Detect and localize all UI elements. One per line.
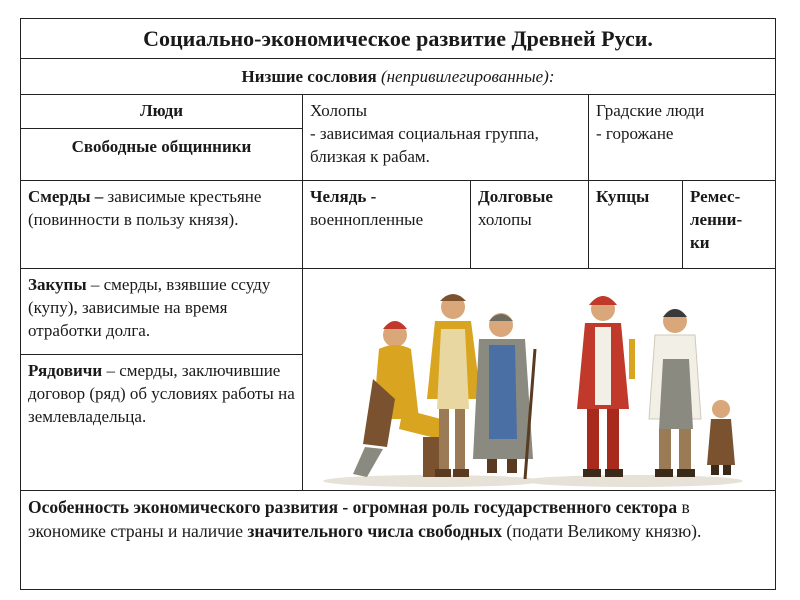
footer-part1: Особенность экономического развития - огромная роль государственного сектора [28,497,678,517]
gradskie-desc: - горожане [596,124,674,143]
ryadovichi-desc: – смерды, заключившие договор (ряд) об условиях работы на землевладельца. [28,361,295,426]
table-title [21,19,775,59]
chelyad-term: Челядь - [310,187,377,206]
zakupy-desc: – смерды, взявшие ссуду (купу), зависимые на время отработки долга. [28,275,271,340]
remeslenniki-line2: ленни- [690,210,743,229]
smerdy-desc: зависимые крестьяне (повинности в пользу князя). [28,187,262,229]
figure-child [707,400,735,475]
chelyad-cell [303,181,471,269]
dolgovye-desc: холопы [478,210,532,229]
kholopy-cell [303,95,589,181]
title-text: Социально-экономическое развитие Древней Руси. [143,26,653,51]
subtitle-italic: (непривилегированные): [380,67,555,86]
medieval-people-illustration [303,269,775,491]
ryadovichi-cell [21,355,303,491]
zakupy-term: Закупы [28,275,87,294]
figure-man-gray-cloak [473,313,535,479]
table-subtitle [21,59,775,95]
kuptsy-term: Купцы [596,187,650,206]
remeslenniki-line1: Ремес- [690,187,741,206]
footer-part2: в экономике страны и наличие [28,497,690,541]
illustration-cell [303,269,775,491]
zakupy-cell [21,269,303,355]
remeslenniki-line3: ки [690,233,710,252]
people-header: Люди [139,101,184,120]
main-table [20,18,776,590]
gradskie-heading: Градские люди [596,101,705,120]
footer-cell [21,491,775,589]
remeslenniki-cell [683,181,775,269]
kholopy-heading: Холопы [310,101,367,120]
free-community-heading: Свободные общинники [71,137,252,156]
free-community-cell [21,129,303,181]
kholopy-desc: - зависимая социальная группа, близкая к рабам. [310,124,539,166]
gradskie-cell [589,95,775,181]
footer-part3: значительного числа свободных [247,521,503,541]
dolgovye-term: Долговые [478,187,553,206]
smerdy-cell [21,181,303,269]
subtitle-bold: Низшие сословия [241,67,377,86]
footer-part4: (подати Великому князю). [502,521,702,541]
figure-man-white-apron [649,309,701,477]
ryadovichi-term: Рядовичи [28,361,103,380]
smerdy-term: Смерды – [28,187,104,206]
people-header-cell [21,95,303,129]
dolgovye-cell [471,181,589,269]
figure-man-red [577,296,635,477]
kuptsy-cell [589,181,683,269]
chelyad-desc: военнопленные [310,210,424,229]
